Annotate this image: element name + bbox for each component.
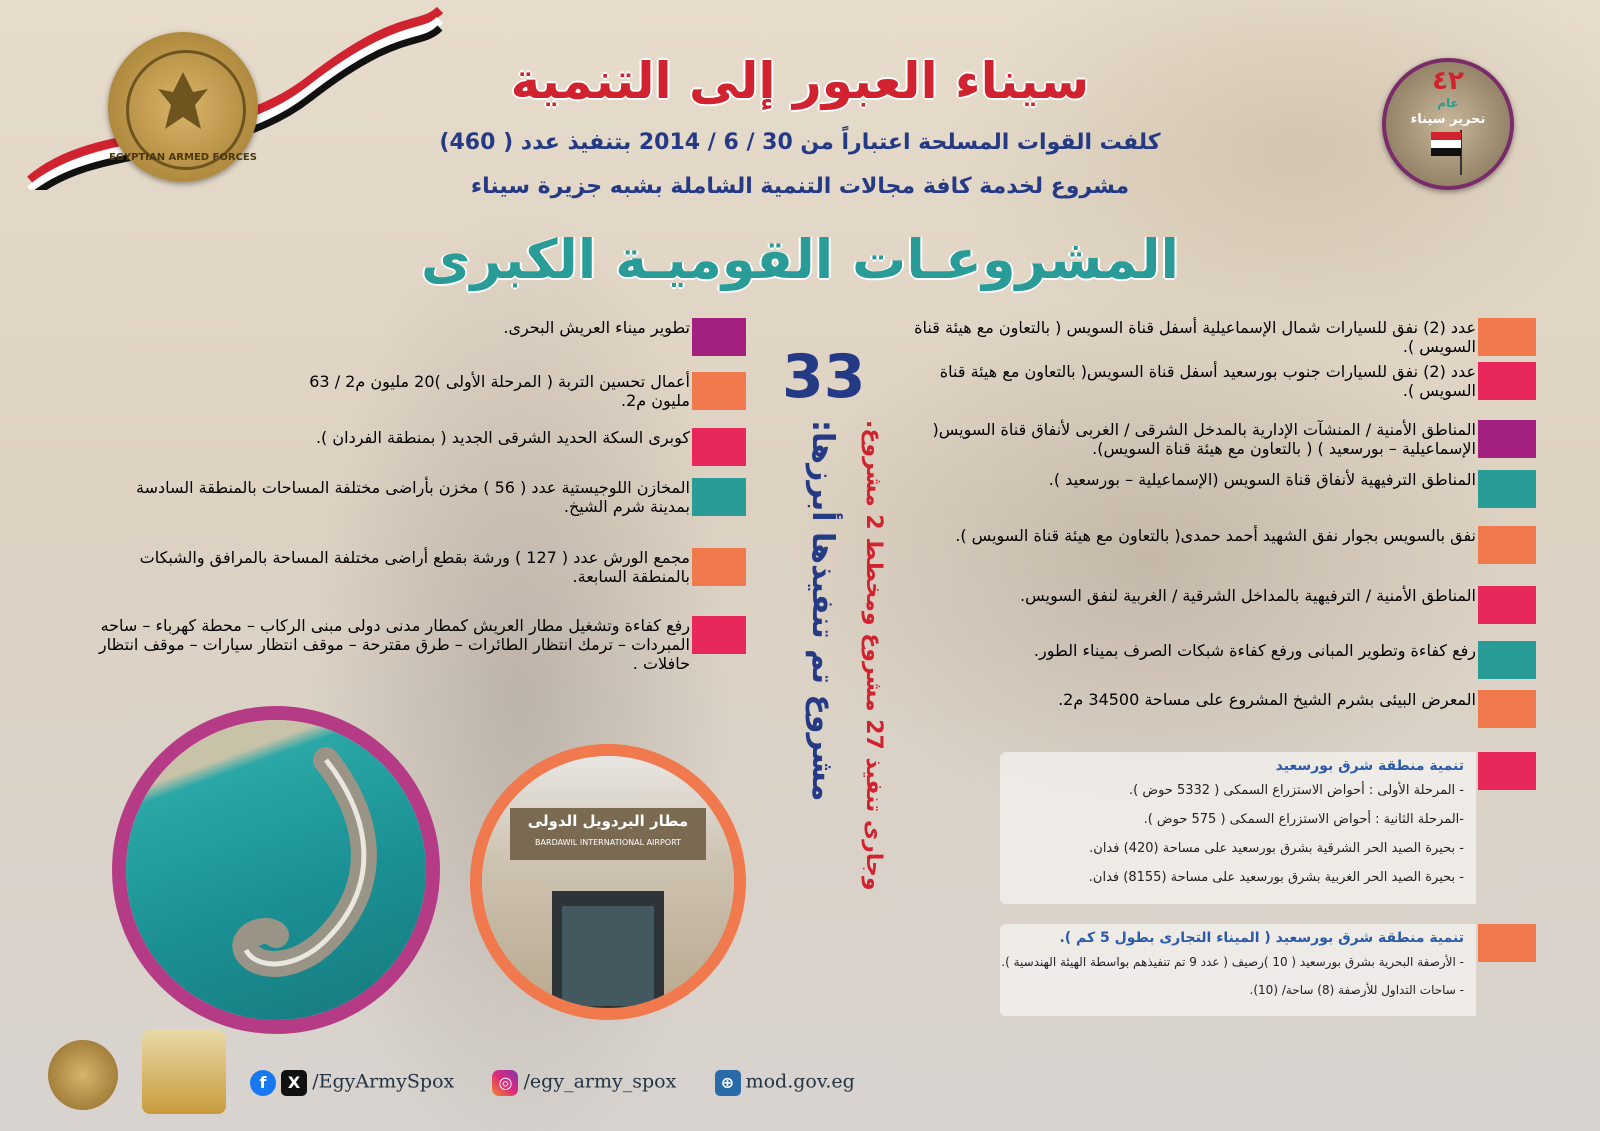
harbor-photo	[112, 706, 440, 1034]
portsaid-east-line: - بحيرة الصيد الحر الغربية بشرق بورسعيد على مساحة (8155) فدان.	[1088, 870, 1464, 885]
right-project-text: عدد (2) نفق للسيارات جنوب بورسعيد أسفل قناة السويس( بالتعاون مع هيئة قناة السويس ).	[939, 362, 1476, 400]
right-project-text: المناطق الأمنية / الترفيهية بالمداخل الشرقية / الغربية لنفق السويس.	[1020, 586, 1476, 605]
airport-sign-en: BARDAWIL INTERNATIONAL AIRPORT	[535, 838, 681, 847]
section-title: المشروعـات القوميـة الكبرى	[420, 228, 1180, 291]
right-project-tab	[1478, 318, 1536, 356]
left-project-tab	[692, 428, 746, 466]
right-project-text: نفق بالسويس بجوار نفق الشهيد أحمد حمدى( بالتعاون مع هيئة قناة السويس ).	[955, 526, 1476, 545]
instagram-icon[interactable]: ◎	[492, 1070, 518, 1096]
seal-text: EGYPTIAN ARMED FORCES	[109, 152, 257, 163]
left-project-item	[310, 428, 690, 447]
right-project-item	[906, 526, 1476, 552]
portsaid-east-tab	[1478, 752, 1536, 790]
badge-line1: عام	[1437, 96, 1459, 110]
left-project-tab	[692, 548, 746, 586]
ongoing-caption: وجارى تنفيذ 27 مشروع ومخطط 2 مشروع.	[861, 420, 886, 891]
left-project-text: تطوير ميناء العريش البحرى.	[503, 318, 690, 337]
right-project-tab	[1478, 526, 1536, 564]
right-project-tab	[1478, 690, 1536, 728]
left-project-text: رفع كفاءة وتشغيل مطار العريش كمطار مدنى دولى مبنى الركاب – محطة كهرباء – ساحه المبردات – ترمك انتظار الطائرات – طرق مقترحة – موقف انتظار سيارات – موقف انتظار حافلات .	[98, 616, 690, 673]
left-project-tab	[692, 478, 746, 516]
badge-line2: تحرير سيناء	[1410, 112, 1486, 127]
left-project-item	[280, 372, 690, 410]
footer-seal-logo	[48, 1040, 118, 1110]
website-link[interactable]: mod.gov.eg	[745, 1070, 855, 1093]
left-project-text: أعمال تحسين التربة ( المرحلة الأولى )20 مليون م2 / 63 مليون م2.	[309, 372, 690, 410]
left-project-text: مجمع الورش عدد ( 127 ) ورشة بقطع أراضى مختلفة المساحة بالمرافق والشبكات بالمنطقة السابعة.	[139, 548, 690, 586]
right-project-text: المناطق الأمنية / المنشآت الإدارية بالمدخل الشرقى / الغربى لأنفاق قناة السويس( الإسماعيلية – بورسعيد ) ( بالتعاون مع هيئة قناة السويس).	[932, 420, 1476, 458]
badge-number: ٤٢	[1432, 66, 1464, 96]
portsaid-east-line: - المرحلة الأولى : أحواض الاستزراع السمكى ( 5332 حوض ).	[1129, 783, 1464, 798]
right-project-item	[906, 318, 1476, 356]
globe-icon[interactable]: ⊕	[715, 1070, 741, 1096]
airport-sign-ar: مطار البردويل الدولى	[527, 812, 689, 830]
left-project-text: كوبرى السكة الحديد الشرقى الجديد ( بمنطقة الفردان ).	[315, 428, 690, 447]
right-project-tab	[1478, 362, 1536, 400]
left-project-text: المخازن اللوجيستية عدد ( 56 ) مخزن بأراضى مختلفة المساحات بالمنطقة السادسة بمدينة شرم الشيخ.	[135, 478, 690, 516]
portsaid-east-line: - بحيرة الصيد الحر الشرقية بشرق بورسعيد على مساحة (420) فدان.	[1089, 841, 1464, 856]
portsaid-port-heading: تنمية منطقة شرق بورسعيد ( الميناء التجارى بطول 5 كم ).	[1059, 930, 1464, 946]
main-title: سيناء العبور إلى التنمية	[510, 52, 1090, 110]
left-project-item	[90, 616, 690, 673]
left-project-tab	[692, 372, 746, 410]
right-project-item	[906, 470, 1476, 496]
right-project-item	[906, 641, 1476, 667]
portsaid-port-line: - ساحات التداول للأرصفة (8) ساحة/ (10).	[1249, 983, 1464, 997]
completed-caption: مشروع تم تنفيذها أبرزها:	[805, 420, 840, 802]
x-twitter-icon[interactable]: X	[281, 1070, 307, 1096]
subtitle-line1: كلفت القوات المسلحة اعتباراً من 30 / 6 / 2014 بتنفيذ عدد ( 460)	[439, 130, 1161, 155]
right-project-item	[906, 420, 1476, 458]
instagram-handle[interactable]: /egy_army_spox	[523, 1070, 677, 1093]
left-project-tab	[692, 616, 746, 654]
left-project-tab	[692, 318, 746, 356]
right-project-tab	[1478, 420, 1536, 458]
portsaid-east-box	[1000, 752, 1476, 904]
breakwater-icon	[126, 720, 426, 1020]
facebook-twitter-handle[interactable]: /EgyArmySpox	[312, 1070, 455, 1093]
portsaid-east-heading: تنمية منطقة شرق بورسعيد	[1275, 758, 1464, 774]
portsaid-east-line: -المرحلة الثانية : أحواض الاستزراع السمكى ( 575 حوض ).	[1143, 812, 1464, 827]
airport-photo	[470, 744, 746, 1020]
subtitle-line2: مشروع لخدمة كافة مجالات التنمية الشاملة بشبه جزيرة سيناء	[470, 174, 1130, 199]
left-project-item	[110, 548, 690, 586]
right-project-text: عدد (2) نفق للسيارات شمال الإسماعيلية أسفل قناة السويس ( بالتعاون مع هيئة قناة السويس ).	[914, 318, 1476, 356]
right-project-text: المناطق الترفيهية لأنفاق قناة السويس (الإسماعيلية – بورسعيد ).	[1048, 470, 1476, 489]
right-project-item	[906, 586, 1476, 612]
right-project-tab	[1478, 470, 1536, 508]
completed-count: 33	[782, 342, 866, 412]
portsaid-port-box	[1000, 924, 1476, 1016]
right-project-tab	[1478, 586, 1536, 624]
left-project-item	[470, 318, 690, 337]
footer-social	[250, 1070, 855, 1096]
right-project-item	[906, 362, 1476, 400]
right-project-text: المعرض البيئى بشرم الشيخ المشروع على مساحة 34500 م2.	[1058, 690, 1476, 709]
portsaid-port-tab	[1478, 924, 1536, 962]
facebook-icon[interactable]: f	[250, 1070, 276, 1096]
right-project-item	[906, 690, 1476, 716]
footer-emblem-logo	[142, 1030, 226, 1114]
right-project-tab	[1478, 641, 1536, 679]
left-project-item	[110, 478, 690, 516]
portsaid-port-line: - الأرصفة البحرية بشرق بورسعيد ( 10 )رصيف ( عدد 9 تم تنفيذهم بواسطة الهيئة الهندسية ).	[1001, 955, 1464, 969]
right-project-text: رفع كفاءة وتطوير المبانى ورفع كفاءة شبكات الصرف بميناء الطور.	[1033, 641, 1476, 660]
